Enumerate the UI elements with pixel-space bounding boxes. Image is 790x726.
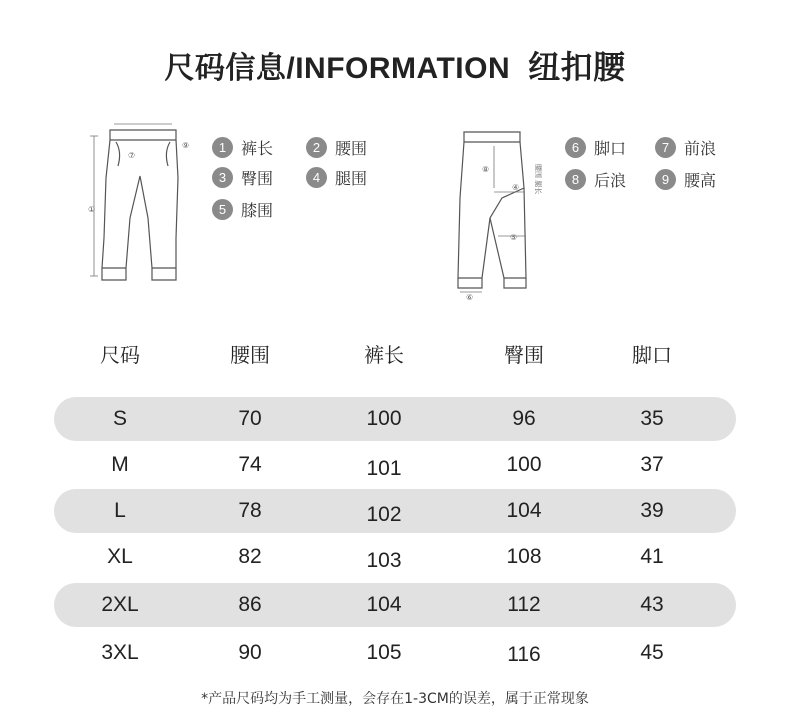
legend-item-waist (306, 136, 367, 159)
cell-waist: 78 (238, 499, 262, 522)
cell-length: 101 (366, 457, 402, 480)
legend-number: 3 (212, 167, 233, 188)
table-header-row (54, 334, 736, 378)
cell-hem: 39 (640, 499, 664, 522)
pants-side-diagram (452, 128, 552, 300)
legend-label: 腰围 (335, 139, 368, 158)
legend-number: 2 (306, 137, 327, 158)
legend-item-waist-height (655, 168, 716, 191)
header-length: 裤长 (364, 345, 404, 367)
cell-waist: 74 (238, 453, 262, 476)
legend-number: 6 (565, 137, 586, 158)
cell-size: 3XL (101, 641, 139, 664)
cell-hip: 96 (512, 407, 536, 430)
cell-hem: 43 (640, 593, 664, 616)
legend-label: 前浪 (684, 139, 717, 158)
legend-number: 5 (212, 199, 233, 220)
cell-size: L (114, 499, 126, 522)
cell-hem: 41 (640, 545, 664, 568)
cell-hip: 100 (506, 453, 542, 476)
legend-label: 膝围 (241, 201, 274, 220)
legend-number: 8 (565, 169, 586, 190)
cell-hem: 37 (640, 453, 664, 476)
legend-item-knee (212, 198, 273, 221)
cell-length: 105 (366, 641, 402, 664)
table-row (54, 631, 736, 675)
legend-item-back-rise (565, 168, 626, 191)
cell-hip: 104 (506, 499, 542, 522)
cell-size: M (111, 453, 129, 476)
legend-label: 后浪 (594, 171, 627, 190)
cell-waist: 70 (238, 407, 262, 430)
cell-waist: 86 (238, 593, 262, 616)
legend-label: 脚口 (594, 139, 627, 158)
cell-hip: 116 (507, 643, 541, 666)
cell-hem: 45 (640, 641, 664, 664)
page-title (0, 42, 790, 88)
cell-waist: 82 (238, 545, 262, 568)
legend-item-length (212, 136, 273, 159)
legend-item-hip (212, 166, 273, 189)
header-hip: 臀围 (504, 345, 544, 367)
title-cn: 尺码信息 (164, 51, 287, 86)
cell-size: 2XL (101, 593, 139, 616)
header-waist: 腰围 (230, 345, 270, 367)
side-vertical-text: 腰围 腿长 (534, 164, 542, 195)
legend-label: 臀围 (241, 169, 274, 188)
table-row (54, 443, 736, 487)
cell-hip: 108 (506, 545, 542, 568)
measurement-note: *产品尺码均为手工测量，会存在1-3CM的误差，属于正常现象 (201, 691, 589, 707)
side-mark-5: ⑤ (510, 233, 518, 242)
side-mark-6: ⑥ (466, 293, 474, 300)
legend-number: 9 (655, 169, 676, 190)
side-mark-8: ⑧ (482, 165, 490, 174)
title-en: /INFORMATION (286, 52, 511, 85)
front-mark-7: ⑦ (128, 151, 136, 160)
cell-hem: 35 (640, 407, 664, 430)
table-row (54, 489, 736, 533)
legend-label: 腰高 (684, 171, 717, 190)
table-row (54, 397, 736, 441)
legend-number: 1 (212, 137, 233, 158)
table-row (54, 535, 736, 579)
legend-number: 7 (655, 137, 676, 158)
cell-waist: 90 (238, 641, 262, 664)
pants-front-diagram (78, 118, 198, 290)
header-hem: 脚口 (632, 345, 672, 367)
cell-hip: 112 (507, 593, 541, 616)
legend-item-thigh (306, 166, 367, 189)
legend-number: 4 (306, 167, 327, 188)
side-mark-4: ④ (512, 183, 520, 192)
table-row (54, 583, 736, 627)
cell-length: 102 (366, 503, 402, 526)
legend-item-front-rise (655, 136, 716, 159)
cell-length: 104 (366, 593, 402, 616)
cell-length: 100 (366, 407, 402, 430)
cell-size: S (112, 407, 127, 430)
title-subtitle: 纽扣腰 (528, 48, 626, 86)
front-mark-1: ① (88, 205, 96, 214)
cell-length: 103 (366, 549, 402, 572)
legend-item-hem (565, 136, 626, 159)
legend-label: 腿围 (335, 169, 368, 188)
front-mark-9: ⑨ (182, 141, 190, 150)
legend-label: 裤长 (241, 139, 274, 158)
header-size: 尺码 (100, 345, 140, 367)
cell-size: XL (107, 545, 133, 568)
